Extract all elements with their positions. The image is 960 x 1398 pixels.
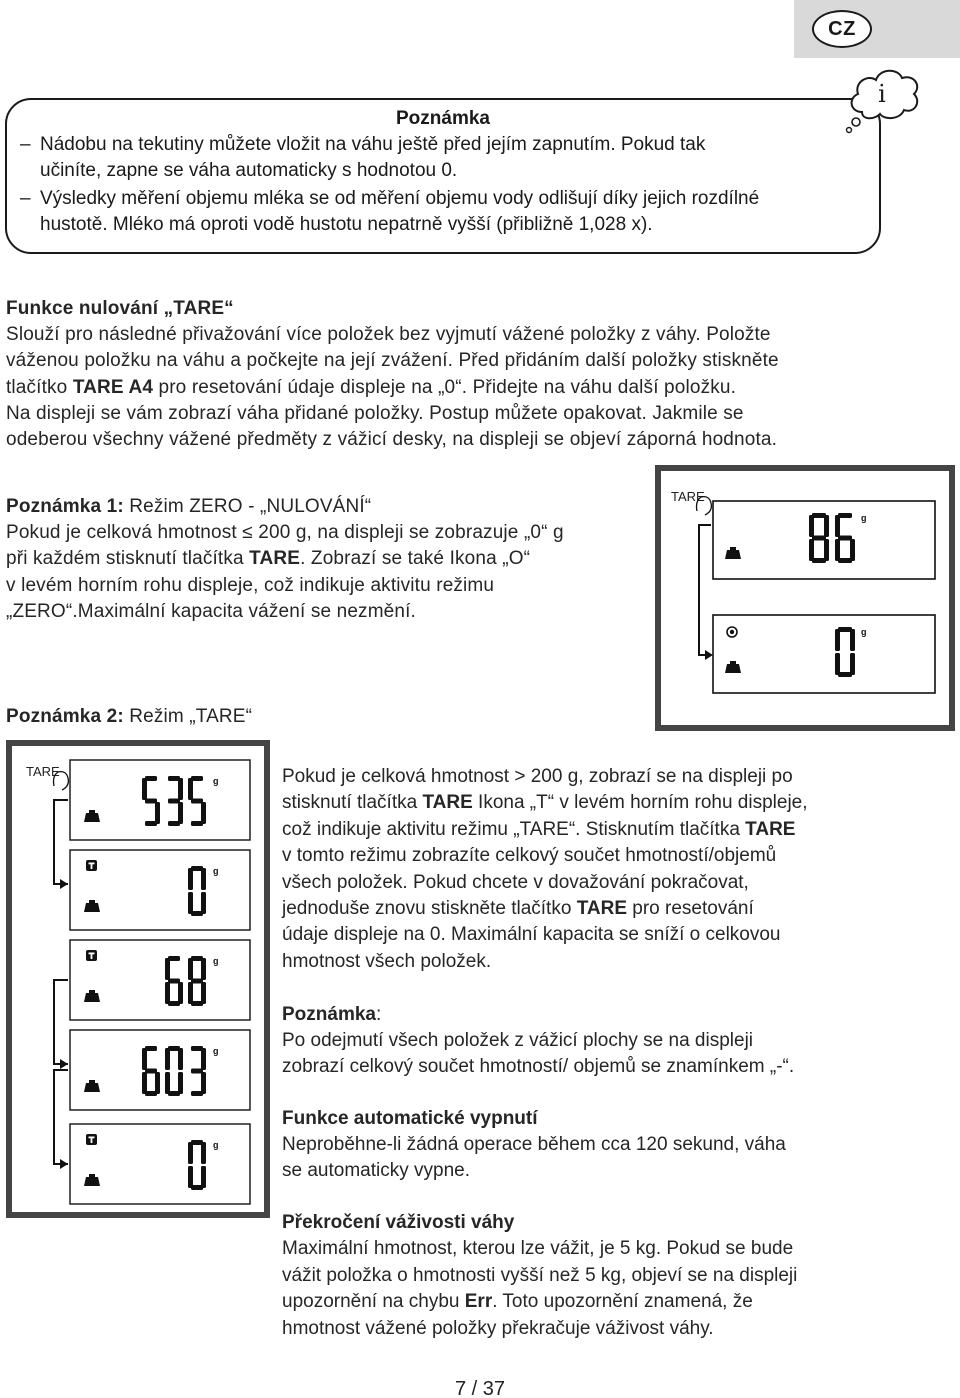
lcd-digit — [188, 776, 206, 826]
tare-heading: Funkce nulování „TARE“ — [6, 298, 234, 319]
overload-line-2: vážit položka o hmotnosti vyšší než 5 kg, objeví se na displeji — [282, 1265, 798, 1286]
lcd-frame — [70, 1030, 250, 1110]
note1-line-2: při každém stisknutí tlačítka TARE. Zobrazí se také Ikona „O“ — [6, 548, 531, 569]
flow-bracket — [54, 800, 68, 884]
language-badge: CZ — [812, 10, 872, 48]
tare-mode-display-diagram — [6, 740, 270, 1218]
weight-icon — [725, 661, 741, 673]
note2-line-5: všech položek. Pokud chcete v dovažování pokračovat, — [282, 872, 749, 893]
tare-label: TARE — [26, 764, 60, 779]
zero-indicator-icon — [727, 627, 737, 637]
auto-off-line-1: Neproběhne-li žádná operace během cca 120 sekund, váha — [282, 1134, 786, 1155]
tare-line-4: Na displeji se vám zobrazí váha přidané položky. Postup můžete opakovat. Jakmile se — [6, 403, 744, 424]
note-title: Poznámka — [396, 108, 490, 129]
unit-label: g — [213, 866, 219, 876]
overload-line-3: upozornění na chybu Err. Toto upozornění znamená, že — [282, 1291, 753, 1312]
tare-indicator-icon — [86, 860, 97, 871]
lcd-digit — [142, 1046, 160, 1096]
weight-icon — [725, 547, 741, 559]
note2-line-4: v tomto režimu zobrazíte celkový součet hmotností/objemů — [282, 845, 777, 866]
lcd-digit — [835, 627, 855, 677]
lcd-digit — [188, 866, 206, 916]
finger-press-icon — [697, 497, 712, 515]
page-number: 7 / 37 — [454, 1378, 506, 1398]
unit-label: g — [213, 1046, 219, 1056]
note-line-4: hustotě. Mléko má oproti vodě hustotu nepatrně vyšší (přibližně 1,028 x). — [40, 214, 653, 235]
note1-line-3: v levém horním rohu displeje, což indikuje aktivitu režimu — [6, 575, 495, 596]
lcd-digit — [142, 776, 160, 826]
note-line-2: učiníte, zapne se váha automaticky s hodnotou 0. — [40, 160, 458, 181]
note2-heading: Poznámka 2: Režim „TARE“ — [6, 706, 253, 727]
lcd-digit — [191, 1046, 206, 1096]
note2-line-2: stisknutí tlačítka TARE Ikona „T“ v levém horním rohu displeje, — [282, 792, 808, 813]
tare-line-5: odeberou všechny vážené předměty z vážicí desky, na displeji se objeví záporná hodnota. — [6, 429, 778, 450]
auto-off-line-2: se automaticky vypne. — [282, 1160, 470, 1181]
unit-label: g — [861, 627, 867, 637]
zero-mode-display-panel — [655, 465, 955, 731]
tare-line-1: Slouží pro následné přivažování více položek bez vyjmutí vážené položky z váhy. Položte — [6, 324, 771, 345]
note2-line-6: jednoduše znovu stiskněte tlačítko TARE pro resetování — [282, 898, 754, 919]
lcd-digit — [168, 776, 183, 826]
zero-mode-display-diagram — [655, 465, 955, 731]
lcd-frame — [70, 760, 250, 840]
lcd-frame — [713, 615, 935, 693]
note2-line-7: údaje displeje na 0. Maximální kapacita se sníží o celkovou — [282, 924, 781, 945]
unit-label: g — [213, 776, 219, 786]
unit-label: g — [213, 1140, 219, 1150]
note-line-1: – Nádobu na tekutiny můžete vložit na váhu ještě před jejím zapnutím. Pokud tak — [20, 134, 706, 155]
note3-title: Poznámka: — [282, 1004, 382, 1025]
lcd-digit — [188, 956, 206, 1006]
weight-icon — [84, 900, 100, 912]
note1-line-1: Pokud je celková hmotnost ≤ 200 g, na displeji se zobrazuje „0“ g — [6, 522, 564, 543]
auto-off-title: Funkce automatické vypnutí — [282, 1108, 538, 1129]
note1-heading: Poznámka 1: Režim ZERO - „NULOVÁNÍ“ — [6, 496, 372, 517]
lcd-digit — [165, 1046, 183, 1096]
lcd-digit — [188, 1140, 206, 1190]
weight-icon — [84, 1080, 100, 1092]
unit-label: g — [213, 956, 219, 966]
note1-line-4: „ZERO“.Maximální kapacita vážení se nezmění. — [6, 601, 416, 622]
flow-arrow — [60, 879, 68, 889]
note2-line-8: hmotnost všech položek. — [282, 951, 492, 972]
lcd-digit — [835, 513, 855, 563]
info-letter: i — [878, 80, 886, 108]
tare-label: TARE — [671, 489, 705, 504]
overload-title: Překročení váživosti váhy — [282, 1212, 515, 1233]
note2-line-3: což indikuje aktivitu režimu „TARE“. Stisknutím tlačítka TARE — [282, 819, 796, 840]
lcd-digit — [809, 513, 829, 563]
overload-line-4: hmotnost vážené položky překračuje váživost váhy. — [282, 1318, 714, 1339]
flow-bracket — [54, 980, 68, 1064]
note2-line-1: Pokud je celková hmotnost > 200 g, zobrazí se na displeji po — [282, 766, 793, 787]
weight-icon — [84, 810, 100, 822]
flow-bracket — [699, 525, 711, 655]
tare-mode-display-panel — [6, 740, 270, 1218]
note3-line-2: zobrazí celkový součet hmotností/ objemů se znamínkem „-“. — [282, 1056, 795, 1077]
tare-indicator-icon — [86, 1134, 97, 1145]
tare-line-3: tlačítko TARE A4 pro resetování údaje displeje na „0“. Přidejte na váhu další položku. — [6, 377, 737, 398]
note-line-3: – Výsledky měření objemu mléka se od měření objemu vody odlišují díky jejich rozdílné — [20, 188, 760, 209]
note3-line-1: Po odejmutí všech položek z vážicí plochy se na displeji — [282, 1030, 754, 1051]
flow-bracket — [54, 1070, 68, 1164]
overload-line-1: Maximální hmotnost, kterou lze vážit, je 5 kg. Pokud se bude — [282, 1238, 794, 1259]
lcd-digit — [165, 956, 183, 1006]
flow-arrow — [60, 1159, 68, 1169]
weight-icon — [84, 1174, 100, 1186]
tare-line-2: váženou položku na váhu a počkejte na její zvážení. Před přidáním další položky stiskněte — [6, 350, 779, 371]
flow-arrow — [60, 1059, 68, 1069]
weight-icon — [84, 990, 100, 1002]
unit-label: g — [861, 513, 867, 523]
tare-indicator-icon — [86, 950, 97, 961]
finger-press-icon — [54, 772, 69, 790]
flow-arrow — [705, 650, 713, 660]
